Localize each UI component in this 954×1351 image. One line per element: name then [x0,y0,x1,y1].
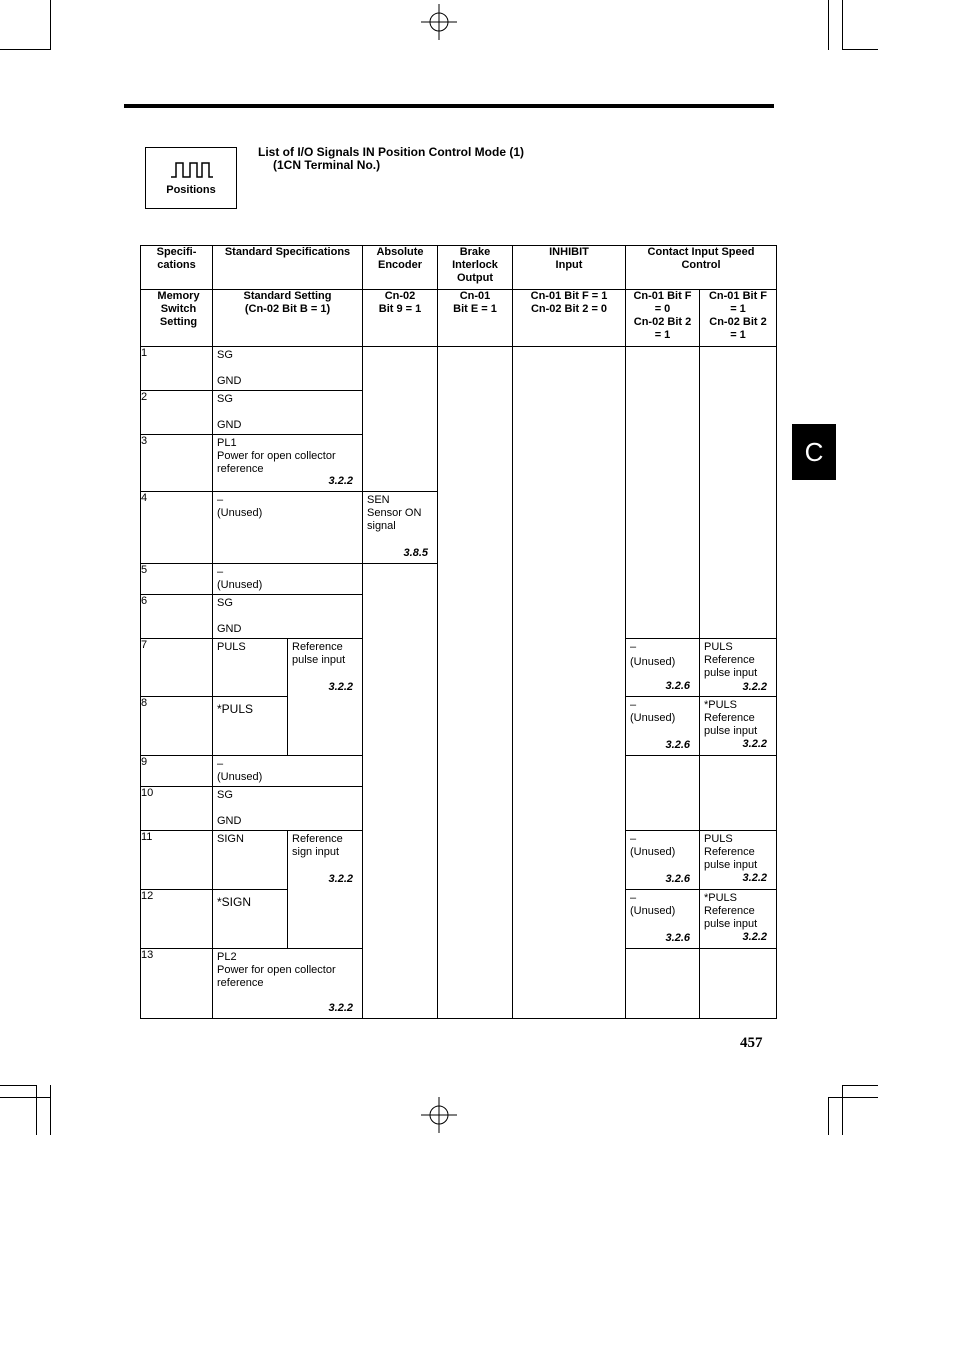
signal-desc: GND [217,419,242,431]
section-ref: 3.2.6 [665,680,690,692]
speed2-cell: *PULS Reference pulse input 3.2.2 [700,890,777,949]
section-ref: 3.2.2 [742,872,768,884]
setting-absolute: Cn-02 Bit 9 = 1 [363,290,438,347]
terminal-number: 10 [141,787,213,831]
terminal-number: 11 [141,831,213,890]
terminal-number: 2 [141,391,213,435]
section-ref: 3.2.2 [328,873,353,885]
signal-desc: Reference [292,833,343,845]
speed1-cell: – (Unused) 3.2.6 [626,697,700,756]
standard-cell [213,787,363,831]
speed2-cell: *PULS Reference pulse input 3.2.2 [700,697,777,756]
signal-desc: GND [217,623,242,635]
signal-desc: (Unused) [217,579,263,591]
page-title: List of I/O Signals IN Position Control Mode (1) [258,145,524,159]
standard-cell [213,347,363,391]
speed1-cell: – (Unused) 3.2.6 [626,890,700,949]
setting-row [141,290,777,347]
io-signal-table [140,245,777,1019]
header-brake: Brake Interlock Output [438,246,513,290]
signal-name: PL1 [217,437,237,449]
terminal-number: 6 [141,595,213,639]
terminal-number: 7 [141,639,213,697]
absolute-blank [363,347,438,492]
standard-desc-cell [288,831,363,949]
signal-desc: Reference [292,641,343,653]
terminal-number: 9 [141,756,213,787]
section-ref: 3.2.2 [328,1002,353,1014]
speed1-blank [626,347,700,639]
header-absolute: Absolute Encoder [363,246,438,290]
brake-blank [438,347,513,1019]
section-ref: 3.2.2 [328,475,353,487]
terminal-number: 4 [141,492,213,564]
speed2-blank [700,756,777,831]
standard-cell [213,756,363,787]
signal-name: *SIGN [217,895,252,909]
terminal-number: 12 [141,890,213,949]
signal-desc: sign input [292,846,340,858]
setting-memory-switch: Memory Switch Setting [141,290,213,347]
signal-name: SG [217,789,233,801]
standard-desc-cell [288,639,363,756]
section-ref: 3.2.6 [665,739,690,751]
absolute-cell [363,492,438,564]
header-inhibit: INHIBIT Input [513,246,626,290]
standard-cell [213,595,363,639]
table-row [141,347,777,391]
speed2-cell: PULS Reference pulse input 3.2.2 [700,831,777,890]
setting-inhibit: Cn-01 Bit F = 1 Cn-02 Bit 2 = 0 [513,290,626,347]
signal-desc: reference [217,977,264,989]
signal-desc: signal [367,520,396,532]
section-tab: C [792,424,836,480]
signal-desc: Power for open collector [217,964,336,976]
signal-name: SEN [367,494,390,506]
page-number: 457 [740,1035,763,1051]
standard-cell [213,435,363,492]
speed2-cell: PULS Reference pulse input 3.2.2 [700,639,777,697]
signal-desc: reference [217,463,264,475]
signal-name: – [217,494,224,506]
signal-desc: Power for open collector [217,450,336,462]
speed2-blank [700,347,777,639]
header-rule [124,104,774,108]
terminal-number: 5 [141,564,213,595]
terminal-number: 13 [141,949,213,1019]
section-ref: 3.2.6 [665,932,690,944]
terminal-number: 1 [141,347,213,391]
registration-mark-bottom [421,1097,457,1133]
speed1-cell: – (Unused) 3.2.6 [626,831,700,890]
section-ref: 3.2.2 [742,931,768,943]
section-ref: 3.2.2 [742,681,768,693]
setting-brake: Cn-01 Bit E = 1 [438,290,513,347]
positions-label: Positions [166,184,216,196]
setting-speed-1: Cn-01 Bit F = 0 Cn-02 Bit 2 = 1 [626,290,700,347]
speed1-blank [626,949,700,1019]
signal-desc: GND [217,815,242,827]
terminal-number: 3 [141,435,213,492]
speed2-blank [700,949,777,1019]
signal-desc: GND [217,375,242,387]
standard-signal-cell [213,890,288,949]
terminal-number: 8 [141,697,213,756]
standard-cell [213,391,363,435]
table-header-row [141,246,777,290]
signal-desc: (Unused) [217,771,263,783]
speed1-blank [626,756,700,831]
standard-cell [213,492,363,564]
speed1-cell: – (Unused) 3.2.6 [626,639,700,697]
signal-name: SG [217,597,233,609]
inhibit-blank [513,347,626,1019]
standard-cell [213,949,363,1019]
signal-name: – [217,566,224,578]
signal-name: *PULS [217,702,254,716]
section-ref: 3.2.2 [328,681,353,693]
section-ref: 3.8.5 [403,547,428,559]
signal-name: PL2 [217,951,237,963]
standard-signal-cell [213,639,288,697]
registration-mark-top [421,4,457,40]
signal-name: – [217,758,224,770]
signal-name: PULS [217,641,246,653]
signal-name: SG [217,349,233,361]
standard-signal-cell [213,697,288,756]
header-speed: Contact Input Speed Control [626,246,777,290]
standard-cell [213,564,363,595]
signal-desc: Sensor ON [367,507,422,519]
setting-speed-2: Cn-01 Bit F = 1 Cn-02 Bit 2 = 1 [700,290,777,347]
header-specifications: Specifi- cations [141,246,213,290]
absolute-blank [363,564,438,1019]
signal-name: SG [217,393,233,405]
signal-name: SIGN [217,833,244,845]
header-standard: Standard Specifications [213,246,363,290]
positions-icon-box [145,147,237,209]
page-subtitle: (1CN Terminal No.) [273,158,381,172]
signal-desc: (Unused) [217,507,263,519]
section-ref: 3.2.2 [742,738,768,750]
section-ref: 3.2.6 [665,873,690,885]
pulse-train-icon [170,160,214,180]
standard-signal-cell [213,831,288,890]
signal-desc: pulse input [292,654,346,666]
setting-standard: Standard Setting (Cn-02 Bit B = 1) [213,290,363,347]
